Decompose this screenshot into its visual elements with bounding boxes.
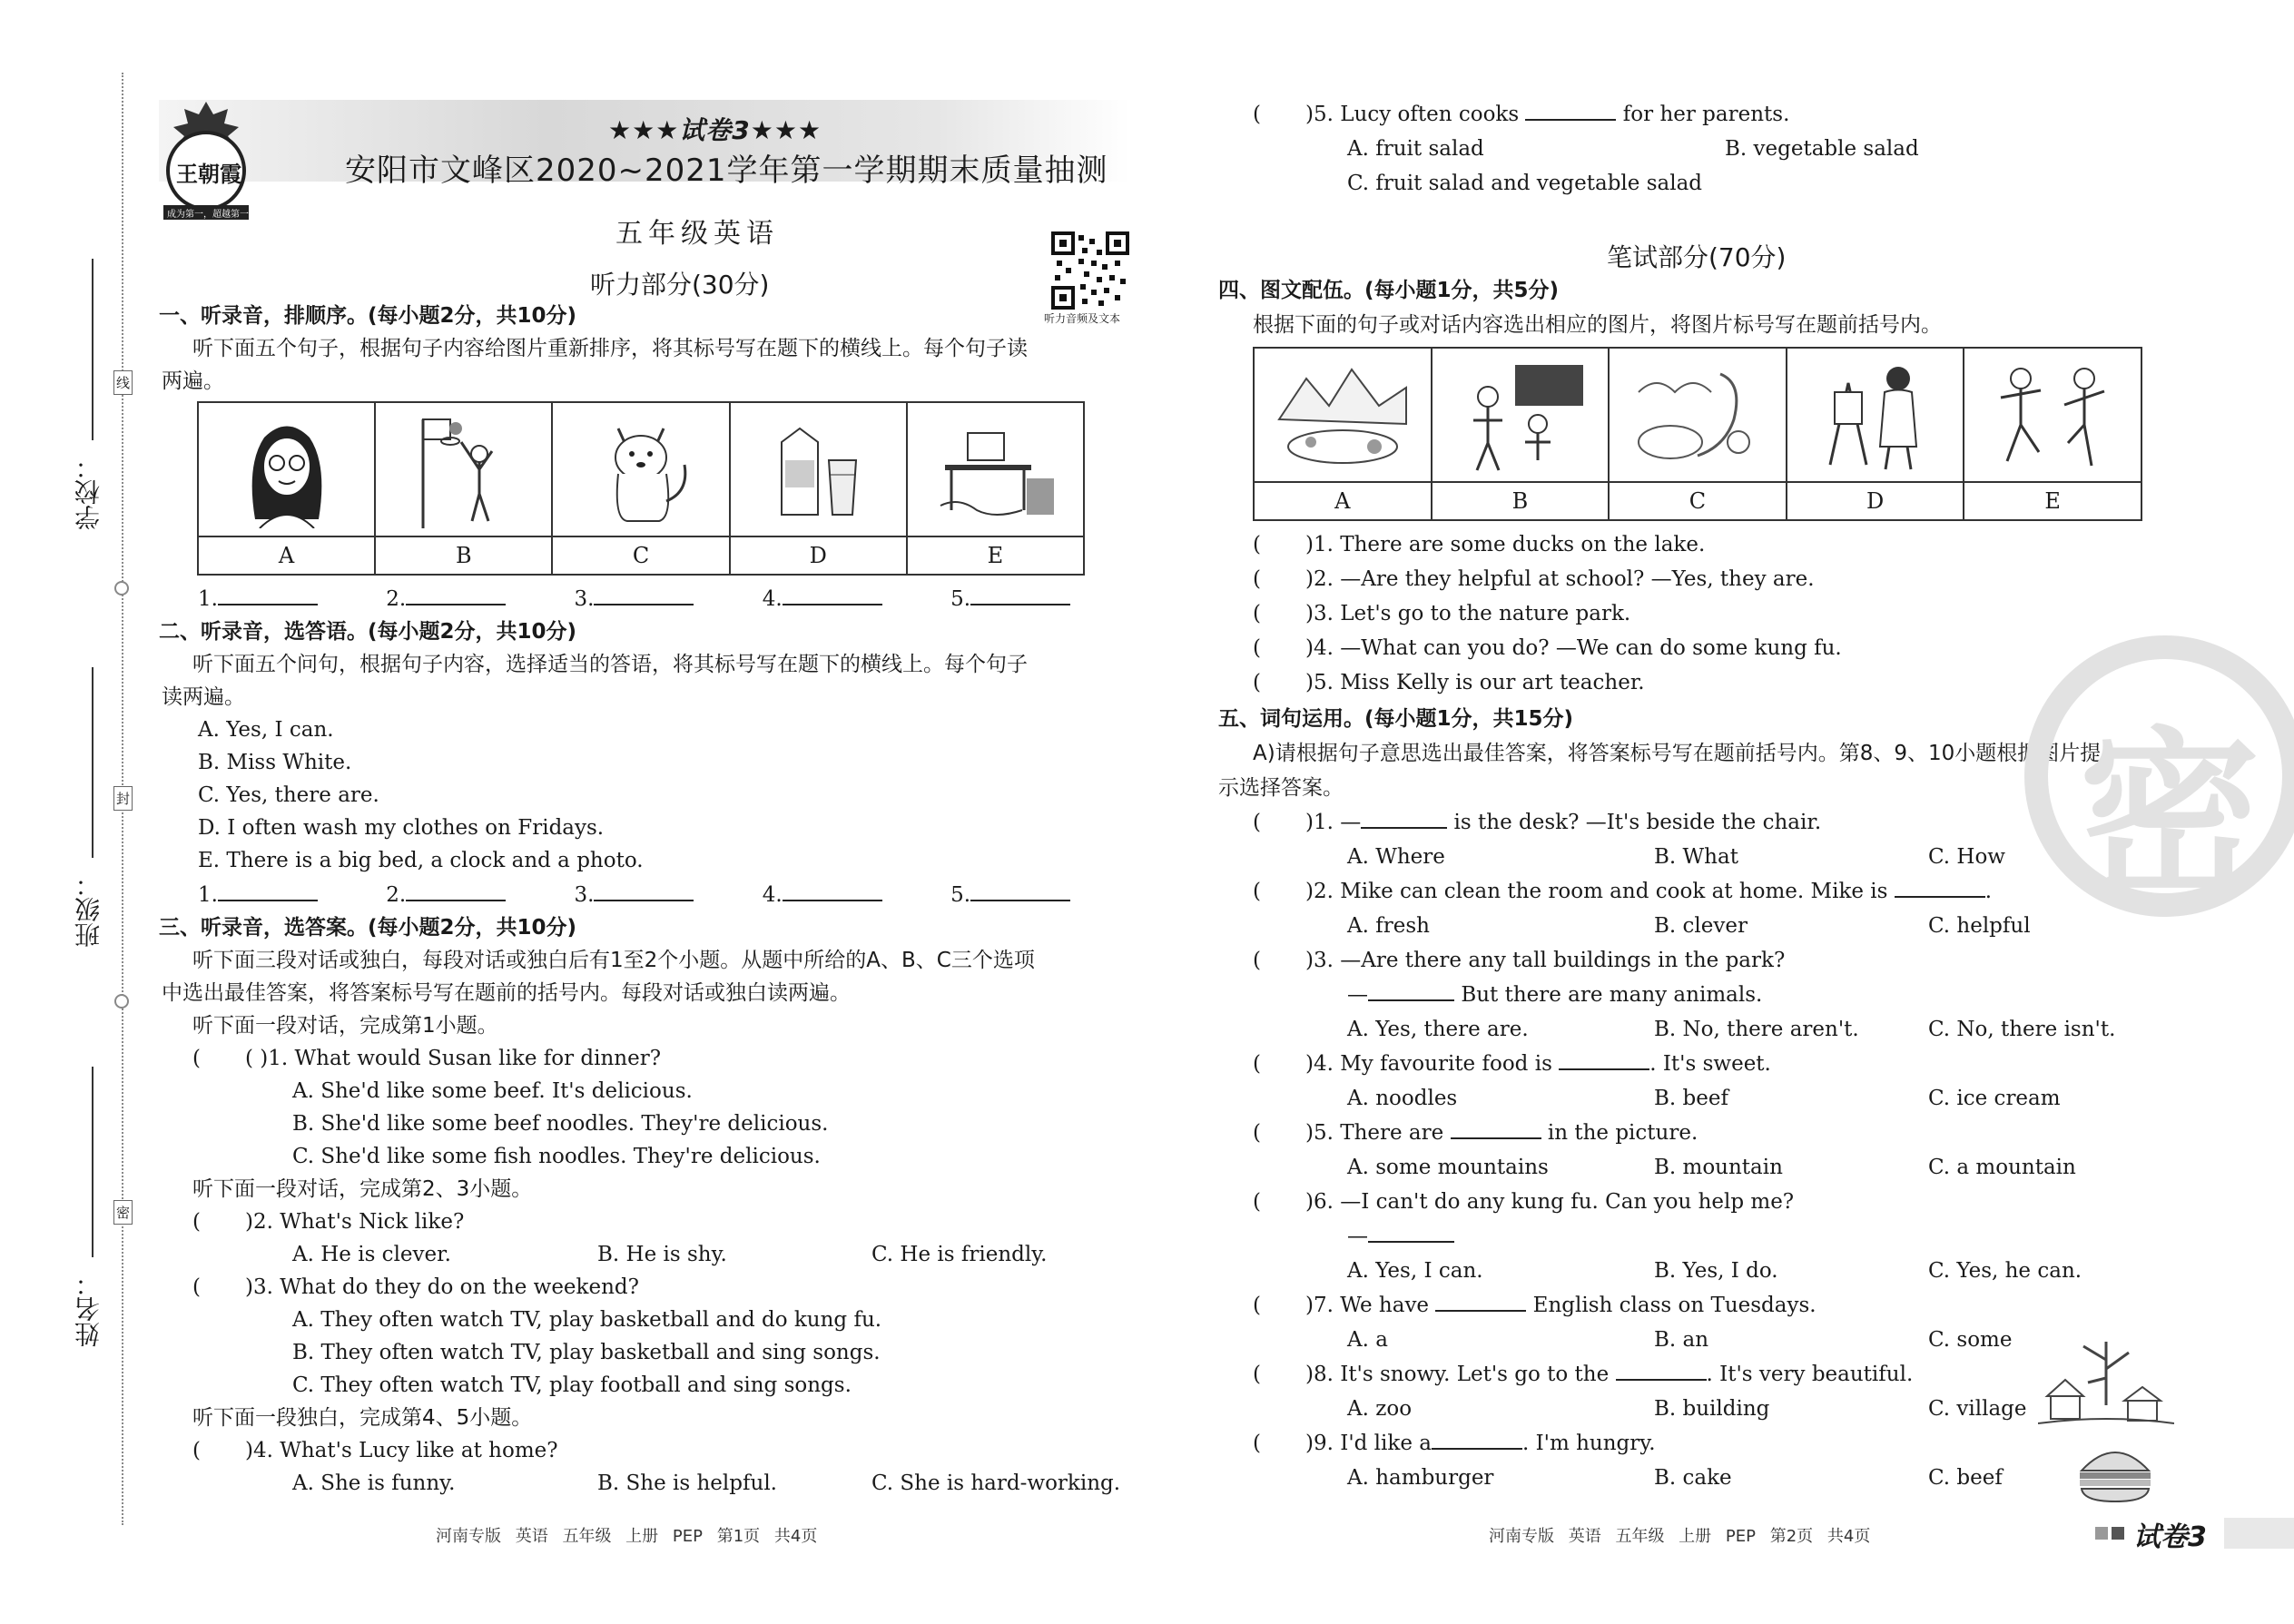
option: B. beef xyxy=(1654,1087,1728,1110)
answer-blank[interactable] xyxy=(1435,1290,1526,1312)
label-d: D xyxy=(1787,483,1965,519)
label-d: D xyxy=(731,537,908,574)
option: C. beef xyxy=(1928,1466,2003,1490)
label-c: C xyxy=(553,537,730,574)
section5-q-line2: — But there are many animals. xyxy=(1347,979,1762,1011)
name-label: 姓名： xyxy=(74,1271,103,1347)
option: C. fruit salad and vegetable salad xyxy=(1347,172,1703,195)
brand-logo: 王朝霞 成为第一，超越第一 xyxy=(156,98,256,225)
answer-blank[interactable] xyxy=(594,880,694,901)
label-c: C xyxy=(1610,483,1787,519)
section4-item: ( )4. —What can you do? —We can do some kung fu. xyxy=(1253,636,1842,660)
name-underline xyxy=(92,1067,94,1257)
section5-q: ( )3. —Are there any tall buildings in the park? xyxy=(1253,949,1786,972)
section3-q5: ( )5. Lucy often cooks for her parents. xyxy=(1253,98,1789,131)
option: C. He is friendly. xyxy=(871,1243,1048,1266)
seal-mark: 封 xyxy=(113,786,133,811)
section2-title: 二、听录音，选答语。(每小题2分，共10分) xyxy=(159,620,577,644)
section3-intro-2: 听下面一段对话，完成第2、3小题。 xyxy=(192,1177,533,1201)
binding-hole-icon xyxy=(114,994,129,1009)
option: B. an xyxy=(1654,1328,1709,1352)
section4-item: ( )1. There are some ducks on the lake. xyxy=(1253,533,1706,556)
answer-blank[interactable] xyxy=(406,880,506,901)
option: C. a mountain xyxy=(1928,1156,2076,1179)
footer-tag: 试卷3 xyxy=(2133,1521,2207,1553)
class-label: 班级： xyxy=(74,871,103,948)
footer-left: 河南专版 英语 五年级 上册 PEP 第1页 共4页 xyxy=(436,1527,818,1546)
picture-b xyxy=(1433,349,1610,481)
section2-answers: 1. 2. 3. 4. 5. xyxy=(198,879,1070,911)
writing-heading: 笔试部分(70分) xyxy=(1607,242,1787,272)
option: B. He is shy. xyxy=(597,1243,727,1266)
answer-blank[interactable] xyxy=(1525,99,1616,121)
section1-title: 一、听录音，排顺序。(每小题2分，共10分) xyxy=(159,304,577,328)
answer-blank[interactable] xyxy=(406,584,506,605)
section1-instr: 听下面五个句子，根据句子内容给图片重新排序，将其标号写在题下的横线上。每个句子读 xyxy=(192,337,1028,360)
answer-blank[interactable] xyxy=(783,584,882,605)
option: B. clever xyxy=(1654,914,1748,938)
label-a: A xyxy=(1255,483,1433,519)
section5-q-line2: — xyxy=(1347,1220,1454,1253)
answer-blank[interactable] xyxy=(783,880,882,901)
mi-mark: 密 xyxy=(113,1200,133,1225)
watermark-text: 密 xyxy=(2079,712,2261,923)
section2-option: C. Yes, there are. xyxy=(198,783,379,807)
option: A. She is funny. xyxy=(292,1471,456,1495)
option: B. Yes, I do. xyxy=(1654,1259,1778,1283)
option: C. She'd like some fish noodles. They're delicious. xyxy=(292,1145,821,1168)
picture-b xyxy=(376,403,553,536)
answer-blank[interactable] xyxy=(1368,1221,1454,1243)
listening-heading: 听力部分(30分) xyxy=(590,270,770,300)
option: B. She'd like some beef noodles. They're delicious. xyxy=(292,1112,829,1136)
footer-block-icon xyxy=(2112,1527,2124,1540)
section2-option: D. I often wash my clothes on Fridays. xyxy=(198,816,605,840)
option: A. Where xyxy=(1347,845,1445,869)
option: A. He is clever. xyxy=(292,1243,451,1266)
picture-e xyxy=(908,403,1083,536)
binding-hole-icon xyxy=(114,581,129,595)
section4-item: ( )5. Miss Kelly is our art teacher. xyxy=(1253,671,1645,694)
picture-d xyxy=(1787,349,1965,481)
option: A. She'd like some beef. It's delicious. xyxy=(292,1079,693,1103)
section2-option: E. There is a big bed, a clock and a photo. xyxy=(198,849,644,872)
label-b: B xyxy=(376,537,553,574)
answer-blank[interactable] xyxy=(218,584,318,605)
section3-title: 三、听录音，选答案。(每小题2分，共10分) xyxy=(159,916,577,940)
section5-q: ( )6. —I can't do any kung fu. Can you help me? xyxy=(1253,1190,1795,1214)
option: B. She is helpful. xyxy=(597,1471,777,1495)
school-label: 学校： xyxy=(74,454,103,530)
section1-picture-table xyxy=(197,401,1085,576)
answer-blank[interactable] xyxy=(1616,1359,1707,1381)
option: A. hamburger xyxy=(1347,1466,1494,1490)
subject-title: 五年级英语 xyxy=(615,218,779,250)
option: A. Yes, there are. xyxy=(1347,1018,1529,1041)
section1-instr-2: 两遍。 xyxy=(162,369,224,393)
option: B. vegetable salad xyxy=(1725,137,1919,161)
picture-c xyxy=(1610,349,1787,481)
section3-intro-1: 听下面一段对话，完成第1小题。 xyxy=(192,1014,498,1038)
picture-a xyxy=(199,403,376,536)
answer-blank[interactable] xyxy=(1361,807,1447,829)
option: A. noodles xyxy=(1347,1087,1458,1110)
section5-q: ( )4. My favourite food is . It's sweet. xyxy=(1253,1048,1771,1080)
option: B. They often watch TV, play basketball and sing songs. xyxy=(292,1341,881,1364)
option: B. What xyxy=(1654,845,1738,869)
option: A. some mountains xyxy=(1347,1156,1549,1179)
section3-q1: ( ( )1. What would Susan like for dinner? xyxy=(192,1047,662,1070)
label-e: E xyxy=(2044,488,2061,514)
section2-instr-2: 读两遍。 xyxy=(162,685,245,709)
section3-q4: ( )4. What's Lucy like at home? xyxy=(192,1439,558,1462)
option: B. building xyxy=(1654,1397,1770,1421)
qr-caption: 听力音频及文本 xyxy=(1044,312,1121,325)
answer-blank[interactable] xyxy=(1895,876,1985,898)
section2-instr: 听下面五个问句，根据句子内容，选择适当的答语，将其标号写在题下的横线上。每个句子 xyxy=(192,653,1028,676)
label-b: B xyxy=(1433,483,1610,519)
series-tag: ★★★试卷3★★★ xyxy=(608,115,822,145)
section4-picture-table xyxy=(1253,347,2142,521)
option: A. They often watch TV, play basketball and do kung fu. xyxy=(292,1308,882,1332)
section1-answers: 1. 2. 3. 4. 5. xyxy=(198,583,1070,615)
option: A. zoo xyxy=(1347,1397,1413,1421)
section5-title: 五、词句运用。(每小题1分，共15分) xyxy=(1218,707,1574,731)
answer-blank[interactable] xyxy=(1432,1428,1522,1450)
picture-e xyxy=(1964,349,2141,481)
class-underline xyxy=(92,667,94,858)
picture-d xyxy=(731,403,908,536)
option: C. ice cream xyxy=(1928,1087,2061,1110)
answer-blank[interactable] xyxy=(1559,1048,1649,1070)
section4-title: 四、图文配伍。(每小题1分，共5分) xyxy=(1218,279,1560,302)
option: C. some xyxy=(1928,1328,2013,1352)
option: B. No, there aren't. xyxy=(1654,1018,1859,1041)
option: C. They often watch TV, play football and sing songs. xyxy=(292,1373,852,1397)
option: B. cake xyxy=(1654,1466,1732,1490)
line-mark: 线 xyxy=(113,370,133,395)
section5-instr: A)请根据句子意思选出最佳答案，将答案标号写在题前括号内。第8、9、10小题根据图片提 xyxy=(1253,742,2102,765)
option: C. Yes, he can. xyxy=(1928,1259,2082,1283)
section3-instr-2: 中选出最佳答案，将答案标号写在题前的括号内。每段对话或独白读两遍。 xyxy=(162,981,851,1005)
section4-instr: 根据下面的句子或对话内容选出相应的图片，将图片标号写在题前括号内。 xyxy=(1253,313,1942,337)
option: A. fruit salad xyxy=(1347,137,1484,161)
option: B. mountain xyxy=(1654,1156,1783,1179)
section5-q: ( )9. I'd like a . I'm hungry. xyxy=(1253,1427,1656,1460)
footer-right: 河南专版 英语 五年级 上册 PEP 第2页 共4页 xyxy=(1489,1527,1871,1546)
section3-intro-3: 听下面一段独白，完成第4、5小题。 xyxy=(192,1406,533,1430)
section5-q: ( )2. Mike can clean the room and cook at home. Mike is . xyxy=(1253,875,1992,908)
footer-bar xyxy=(2224,1518,2294,1549)
picture-c xyxy=(553,403,730,536)
section2-option: A. Yes, I can. xyxy=(198,718,334,742)
section2-option: B. Miss White. xyxy=(198,751,352,774)
option: C. How xyxy=(1928,845,2005,869)
answer-blank[interactable] xyxy=(1368,979,1454,1001)
option: C. No, there isn't. xyxy=(1928,1018,2116,1041)
exam-title: 安阳市文峰区2020~2021学年第一学期期末质量抽测 xyxy=(345,153,1108,189)
option: A. Yes, I can. xyxy=(1347,1259,1483,1283)
answer-blank[interactable] xyxy=(970,584,1070,605)
option: C. She is hard-working. xyxy=(871,1471,1121,1495)
label-a: A xyxy=(199,537,376,574)
school-underline xyxy=(92,259,94,440)
answer-blank[interactable] xyxy=(1451,1117,1541,1139)
option: A. a xyxy=(1347,1328,1388,1352)
section4-item: ( )2. —Are they helpful at school? —Yes, they are. xyxy=(1253,567,1815,591)
answer-blank[interactable] xyxy=(218,880,318,901)
section5-q: ( )5. There are in the picture. xyxy=(1253,1117,1698,1149)
section5-q: ( )8. It's snowy. Let's go to the . It's very beautiful. xyxy=(1253,1358,1913,1391)
qr-code[interactable] xyxy=(1051,231,1129,310)
option: C. helpful xyxy=(1928,914,2031,938)
section5-instr-2: 示选择答案。 xyxy=(1218,776,1344,800)
label-e: E xyxy=(987,543,1004,568)
section3-q3: ( )3. What do they do on the weekend? xyxy=(192,1275,639,1299)
answer-blank[interactable] xyxy=(970,880,1070,901)
footer-block-icon xyxy=(2095,1527,2108,1540)
section5-q: ( )1. — is the desk? —It's beside the chair. xyxy=(1253,806,1821,839)
picture-a xyxy=(1255,349,1433,481)
option: C. village xyxy=(1928,1397,2027,1421)
hamburger-picture xyxy=(2074,1443,2156,1509)
section3-instr: 听下面三段对话或独白，每段对话或独白后有1至2个小题。从题中所给的A、B、C三个选项 xyxy=(192,949,1035,972)
village-picture xyxy=(2038,1333,2174,1436)
section3-q2: ( )2. What's Nick like? xyxy=(192,1210,465,1234)
section4-item: ( )3. Let's go to the nature park. xyxy=(1253,602,1631,625)
option: A. fresh xyxy=(1347,914,1430,938)
section5-q: ( )7. We have English class on Tuesdays. xyxy=(1253,1289,1816,1322)
answer-blank[interactable] xyxy=(594,584,694,605)
